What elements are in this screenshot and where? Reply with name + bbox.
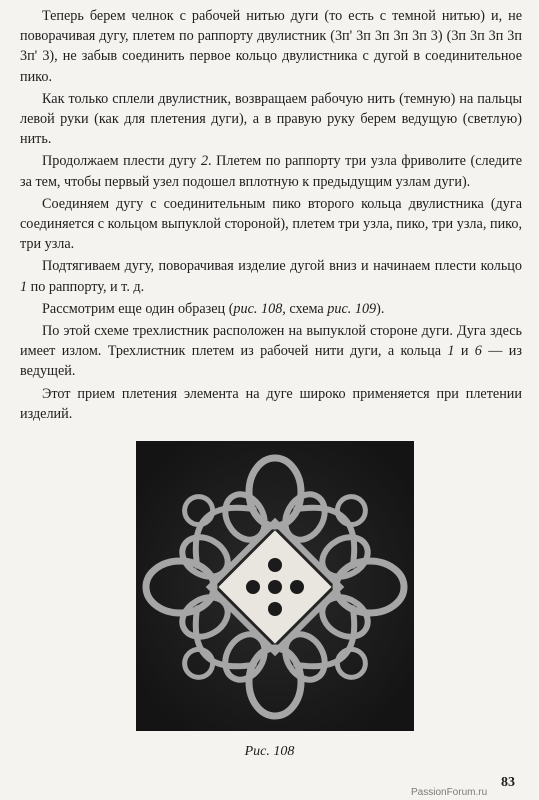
text-run: — из ведущей. — [20, 343, 523, 380]
lace-photo — [136, 441, 414, 731]
paragraph — [20, 299, 522, 319]
text-run: ). — [376, 300, 385, 317]
text-run: и — [454, 343, 475, 360]
body-text — [20, 6, 522, 426]
paragraph — [20, 151, 522, 191]
paragraph — [20, 384, 522, 424]
text-run: . Плетем по раппорту три узла фриволите (следите за тем, чтобы первый узел подошел вплотную к предыдущим узлам дуги). — [20, 153, 522, 190]
text-run: схема — [285, 300, 328, 317]
text-run: По этой схеме трехлистник расположен на выпуклой стороне дуги. Дуга здесь имеет излом. Трехлистник плетем из рабочей нити дуги, а кольца — [20, 323, 522, 360]
lace-hole — [246, 580, 260, 594]
lace-hole — [268, 602, 282, 616]
paragraph — [20, 89, 522, 150]
text-run: по раппорту, и т. д. — [27, 278, 145, 295]
text-run: Этот прием плетения элемента на дуге широко применяется при плетении изделий. — [20, 385, 522, 422]
italic-text: 6 — [474, 343, 482, 360]
text-run: Рассмотрим еще один образец ( — [42, 300, 234, 317]
italic-text: 1 — [20, 278, 28, 295]
lace-hole — [268, 558, 282, 572]
text-run: Теперь берем челнок с рабочей нитью дуги (то есть с темной нитью) и, не поворачивая дугу, плетем по раппорту двулистник (3п' 3п 3п 3п 3п 3) (3п 3п 3п 3п 3п' 3), не забыв соединить первое кольцо двулистника с дугой в соединительное пико. — [20, 8, 522, 85]
lace-hole — [268, 580, 282, 594]
italic-text: рис. 109 — [327, 300, 377, 317]
paragraph — [20, 194, 522, 255]
watermark: PassionForum.ru — [411, 787, 488, 798]
text-run: Подтягиваем дугу, поворачивая изделие дугой вниз и начинаем плести кольцо — [42, 258, 522, 275]
figure-caption: Рис. 108 — [244, 744, 295, 759]
page-number: 83 — [501, 775, 515, 790]
lace-motif-image — [136, 441, 414, 731]
lace-hole — [290, 580, 304, 594]
text-run: Как только сплели двулистник, возвращаем рабочую нить (темную) на пальцы левой руки (как для плетения дуги), а в правую руку берем ведущую (светлую) нить. — [20, 90, 522, 148]
italic-text: 1 — [447, 343, 455, 360]
italic-text: рис. 108, — [233, 300, 286, 317]
paragraph — [20, 6, 522, 87]
italic-text: 2 — [200, 153, 209, 170]
text-run: Соединяем дугу с соединительным пико второго кольца двулистника (дуга соединяется с кольцом выпуклой стороной), плетем три узла, пико, три узла, пико, три узла. — [20, 195, 522, 253]
text-run: Продолжаем плести дугу — [42, 153, 201, 170]
paragraph — [20, 256, 522, 296]
paragraph — [20, 321, 522, 382]
